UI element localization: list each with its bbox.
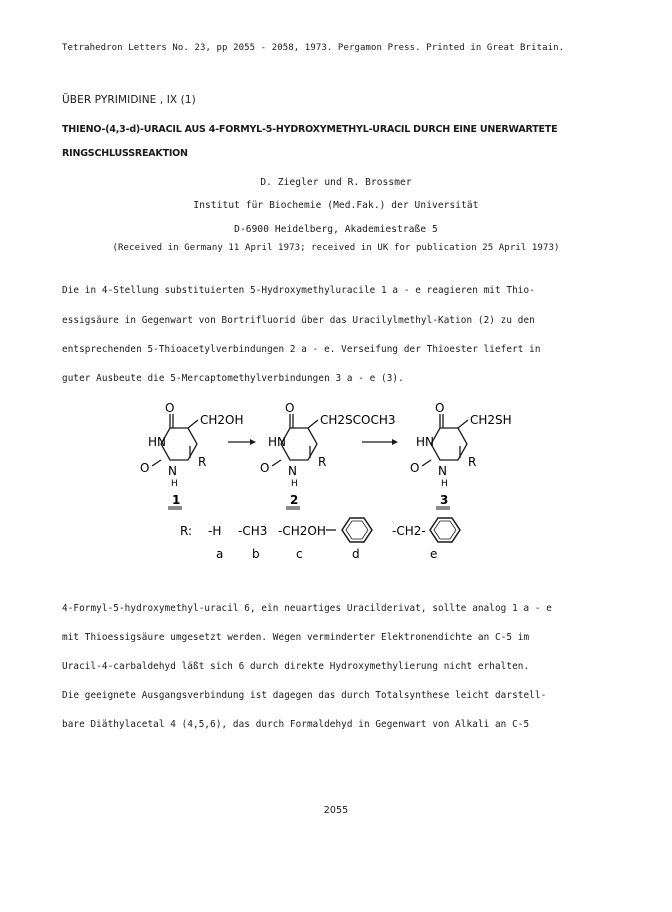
r-letter-b: b bbox=[252, 547, 260, 561]
oxygen-label: O bbox=[165, 401, 175, 415]
subst-1: CH2OH bbox=[200, 413, 244, 427]
oxygen-label-2: O bbox=[140, 461, 150, 475]
r-letter-d: d bbox=[352, 547, 360, 561]
reaction-scheme bbox=[130, 400, 550, 570]
para2-line1: 4-Formyl-5-hydroxymethyl-uracil 6, ein neuartiges Uracilderivat, sollte analog 1 a - e bbox=[62, 603, 552, 614]
journal-header: Tetrahedron Letters No. 23, pp 2055 - 2058, 1973. Pergamon Press. Printed in Great Britain. bbox=[62, 43, 565, 53]
para2-line5: bare Diäthylacetal 4 (4,5,6), das durch Formaldehyd in Gegenwart von Alkali an C-5 bbox=[62, 719, 530, 730]
hn-label-2: HN bbox=[268, 435, 286, 449]
r-label-3: R bbox=[468, 455, 477, 469]
r-value-b: -CH3 bbox=[238, 524, 268, 538]
series-title: ÜBER PYRIMIDINE , IX (1) bbox=[62, 94, 196, 106]
paper-title-line2: RINGSCHLUSSREAKTION bbox=[62, 148, 188, 159]
compound-label-1: 1 bbox=[172, 493, 181, 507]
r-value-a: -H bbox=[208, 524, 222, 538]
benzyl-ring-icon bbox=[430, 518, 460, 542]
n-label-2: N bbox=[288, 464, 297, 478]
oxygen-label-3: O bbox=[285, 401, 295, 415]
subst-3: CH2SH bbox=[470, 413, 512, 427]
institute: Institut für Biochemie (Med.Fak.) der Universität bbox=[193, 200, 479, 211]
para1-line2: essigsäure in Gegenwart von Bortrifluorid über das Uracilylmethyl-Kation (2) zu den bbox=[62, 315, 535, 326]
para1-line4: guter Ausbeute die 5-Mercaptomethylverbindungen 3 a - e (3). bbox=[62, 373, 404, 384]
compound-label-2: 2 bbox=[290, 493, 299, 507]
oxygen-label-4: O bbox=[260, 461, 270, 475]
h-label-3: H bbox=[441, 479, 448, 489]
r-letter-c: c bbox=[296, 547, 303, 561]
r-definition-label: R: bbox=[180, 524, 193, 538]
para2-line3: Uracil-4-carbaldehyd läßt sich 6 durch direkte Hydroxymethylierung nicht erhalten. bbox=[62, 661, 530, 672]
oxygen-label-6: O bbox=[410, 461, 420, 475]
para2-line2: mit Thioessigsäure umgesetzt werden. Wegen verminderter Elektronendichte an C-5 im bbox=[62, 632, 530, 643]
r-letter-e: e bbox=[430, 547, 438, 561]
paper-title-line1: THIENO-(4,3-d)-URACIL AUS 4-FORMYL-5-HYDROXYMETHYL-URACIL DURCH EINE UNERWARTETE bbox=[62, 124, 558, 135]
r-value-e: -CH2- bbox=[392, 524, 426, 538]
para2-line4: Die geeignete Ausgangsverbindung ist dagegen das durch Totalsynthese leicht darstell- bbox=[62, 690, 547, 701]
hn-label: HN bbox=[148, 435, 166, 449]
authors: D. Ziegler und R. Brossmer bbox=[260, 177, 412, 188]
received-dates: (Received in Germany 11 April 1973; received in UK for publication 25 April 1973) bbox=[112, 243, 560, 253]
r-label-1: R bbox=[198, 455, 207, 469]
compound-label-3: 3 bbox=[440, 493, 449, 507]
oxygen-label-5: O bbox=[435, 401, 445, 415]
para1-line1: Die in 4-Stellung substituierten 5-Hydroxymethyluracile 1 a - e reagieren mit Thio- bbox=[62, 285, 535, 296]
h-label-2: H bbox=[291, 479, 298, 489]
n-label-3: N bbox=[438, 464, 447, 478]
h-label: H bbox=[171, 479, 178, 489]
r-label-2: R bbox=[318, 455, 327, 469]
r-letter-a: a bbox=[216, 547, 224, 561]
n-label: N bbox=[168, 464, 177, 478]
address: D-6900 Heidelberg, Akademiestraße 5 bbox=[234, 224, 438, 235]
subst-2: CH2SCOCH3 bbox=[320, 413, 396, 427]
page-number: 2055 bbox=[323, 805, 349, 816]
r-value-c: -CH2OH bbox=[278, 524, 326, 538]
para1-line3: entsprechenden 5-Thioacetylverbindungen 2 a - e. Verseifung der Thioester liefert in bbox=[62, 344, 541, 355]
phenyl-ring-icon bbox=[342, 518, 372, 542]
hn-label-3: HN bbox=[416, 435, 434, 449]
